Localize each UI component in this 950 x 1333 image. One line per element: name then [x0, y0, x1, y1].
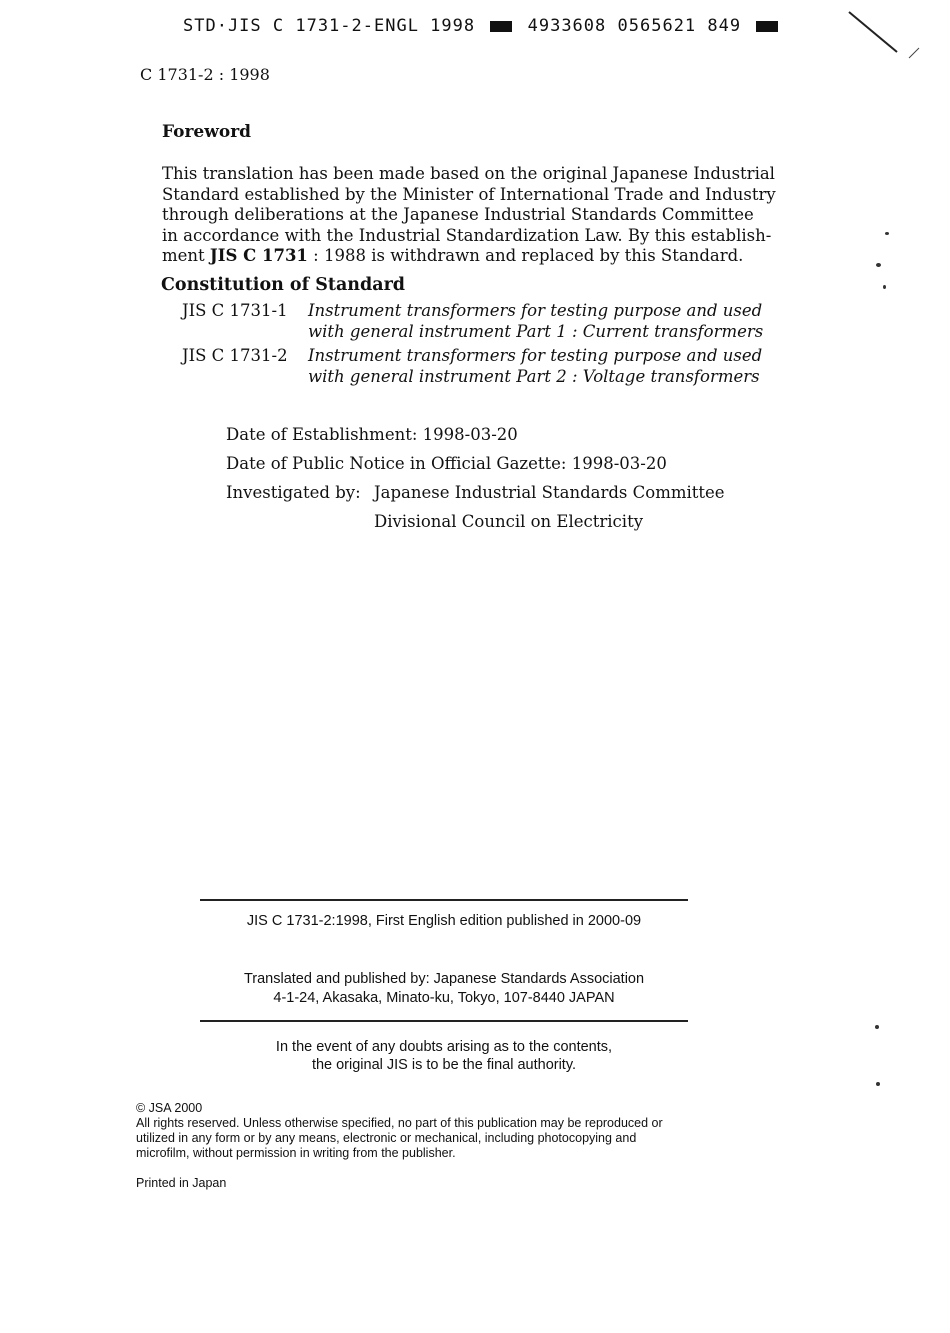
investigated-council: Divisional Council on Electricity [374, 512, 644, 531]
establishment-date: Date of Establishment: 1998-03-20 [226, 425, 518, 444]
scan-speck [876, 263, 881, 267]
standard-code-part2: JIS C 1731-2 [182, 346, 288, 365]
foreword-line: through deliberations at the Japanese Industrial Standards Committee [162, 205, 754, 225]
scan-speck [885, 232, 889, 235]
printed-in: Printed in Japan [136, 1176, 227, 1190]
scan-corner-mark [845, 8, 925, 64]
foreword-line: Standard established by the Minister of International Trade and Industry [162, 184, 776, 204]
standard-title-line: Instrument transformers for testing purpose and used [308, 346, 763, 365]
barcode-number-b: 0565621 [617, 16, 697, 36]
rights-line: microfilm, without permission in writing from the publisher. [136, 1146, 456, 1160]
rights-line: All rights reserved. Unless otherwise specified, no part of this publication may be reproduced or [136, 1116, 663, 1130]
foreword-line: in accordance with the Industrial Standardization Law. By this establish- [162, 225, 772, 245]
standard-title-line: with general instrument Part 2 : Voltage transformers [308, 366, 760, 386]
divider-bottom [200, 1020, 688, 1022]
standard-code-part1: JIS C 1731-1 [182, 301, 288, 320]
barcode-number-c: 849 [707, 16, 742, 36]
foreword-last-prefix: ment [162, 246, 210, 266]
barcode-block [490, 21, 512, 32]
foreword-line [162, 246, 776, 267]
constitution-heading: Constitution of Standard [161, 275, 406, 295]
authority-note-line2: the original JIS is to be the final authority. [311, 1057, 577, 1073]
translated-by: Translated and published by: Japanese Standards Association [243, 971, 645, 987]
scan-speck [875, 1025, 879, 1029]
standard-title-part2 [308, 346, 762, 387]
publisher-address: 4-1-24, Akasaka, Minato-ku, Tokyo, 107-8440 JAPAN [273, 990, 615, 1006]
copyright-line: © JSA 2000 [136, 1101, 203, 1115]
rights-line: utilized in any form or by any means, electronic or mechanical, including photocopying and [136, 1131, 637, 1145]
foreword-paragraph [162, 164, 776, 267]
standard-title-line: with general instrument Part 1 : Current transformers [308, 321, 764, 341]
investigated-label: Investigated by: [226, 483, 361, 502]
authority-note-line1: In the event of any doubts arising as to the contents, [275, 1039, 613, 1055]
foreword-heading: Foreword [162, 122, 252, 142]
foreword-line: This translation has been made based on the original Japanese Industrial [162, 164, 775, 183]
standard-title-line: Instrument transformers for testing purpose and used [308, 301, 763, 320]
barcode-block [756, 21, 778, 32]
scan-speck [876, 1082, 880, 1086]
withdrawn-standard-code: JIS C 1731 [209, 246, 308, 266]
barcode-number-a: 4933608 [527, 16, 607, 36]
gazette-date: Date of Public Notice in Official Gazette: 1998-03-20 [226, 454, 667, 473]
divider-top [200, 899, 688, 901]
foreword-last-suffix: : 1988 is withdrawn and replaced by this Standard. [307, 246, 744, 266]
header-code: STD·JIS C 1731-2-ENGL 1998 [183, 16, 476, 36]
header-stamp [183, 16, 782, 36]
edition-note: JIS C 1731-2:1998, First English edition published in 2000-09 [246, 913, 642, 929]
investigated-committee: Japanese Industrial Standards Committee [374, 483, 725, 502]
scan-speck [883, 285, 886, 289]
document-id: C 1731-2 : 1998 [140, 65, 270, 84]
standard-title-part1 [308, 301, 763, 342]
